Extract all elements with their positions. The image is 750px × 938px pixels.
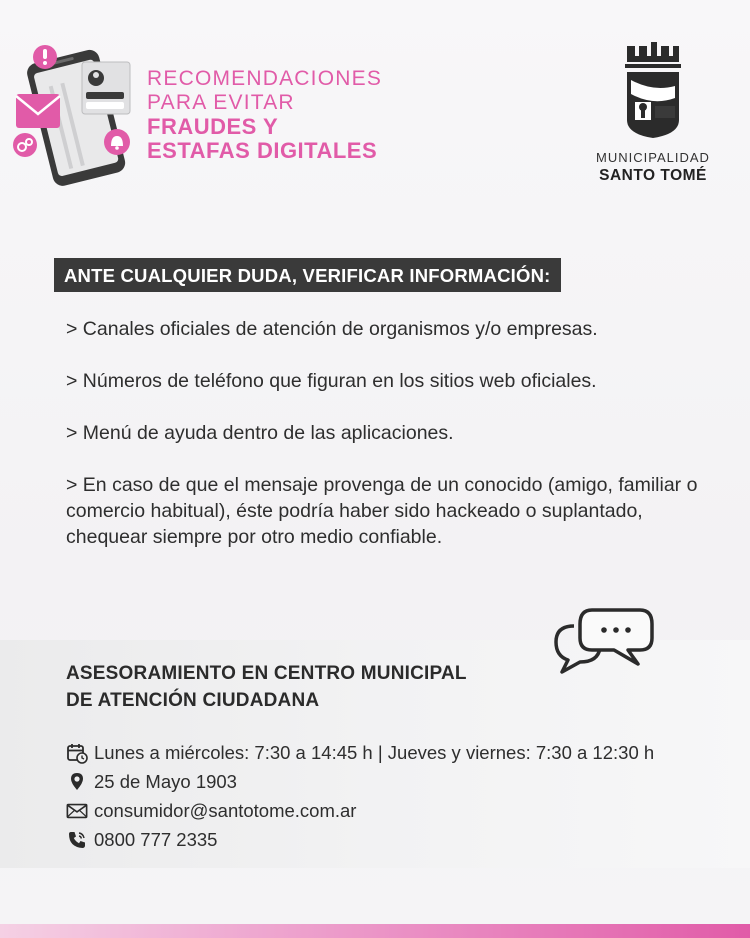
email-row bbox=[66, 796, 654, 825]
phone-security-icon bbox=[10, 42, 135, 192]
tip-item: > Menú de ayuda dentro de las aplicaciones. bbox=[66, 422, 454, 444]
chat-bubbles-icon bbox=[552, 604, 656, 676]
envelope-icon bbox=[66, 800, 88, 822]
center-title bbox=[66, 660, 467, 714]
tips-list bbox=[66, 316, 726, 576]
page-title bbox=[147, 68, 382, 164]
schedule-row bbox=[66, 738, 654, 767]
phone-link[interactable]: 0800 777 2335 bbox=[94, 828, 218, 850]
tip-item: > Canales oficiales de atención de organismos y/o empresas. bbox=[66, 318, 598, 340]
bottom-accent-bar bbox=[0, 924, 750, 938]
title-line-4: ESTAFAS DIGITALES bbox=[147, 138, 378, 163]
address-row bbox=[66, 767, 654, 796]
municipal-shield-icon bbox=[625, 40, 681, 140]
tip-item: > En caso de que el mensaje provenga de un conocido (amigo, familiar o comercio habitual), éste podría haber sido hackeado o suplantado, chequear siempre por otro medio confiable. bbox=[66, 474, 698, 548]
phone-row bbox=[66, 825, 654, 854]
logo-line-2: SANTO TOMÉ bbox=[599, 167, 707, 184]
schedule-text: Lunes a miércoles: 7:30 a 14:45 h | Jueves y viernes: 7:30 a 12:30 h bbox=[94, 741, 655, 763]
address-text: 25 de Mayo 1903 bbox=[94, 770, 237, 792]
phone-icon bbox=[66, 829, 88, 851]
municipal-logo bbox=[588, 40, 718, 185]
title-line-2: PARA EVITAR bbox=[147, 91, 295, 114]
calendar-clock-icon bbox=[66, 742, 88, 764]
tip-item: > Números de teléfono que figuran en los sitios web oficiales. bbox=[66, 370, 597, 392]
contact-info bbox=[66, 738, 654, 854]
center-title-line-2: DE ATENCIÓN CIUDADANA bbox=[66, 690, 320, 711]
location-pin-icon bbox=[66, 771, 88, 793]
center-title-line-1: ASESORAMIENTO EN CENTRO MUNICIPAL bbox=[66, 663, 467, 684]
title-line-1: RECOMENDACIONES bbox=[147, 67, 383, 90]
email-link[interactable]: consumidor@santotome.com.ar bbox=[94, 799, 357, 821]
logo-line-1: MUNICIPALIDAD bbox=[596, 150, 710, 165]
verify-banner: ANTE CUALQUIER DUDA, VERIFICAR INFORMACIÓN: bbox=[54, 258, 561, 292]
title-line-3: FRAUDES Y bbox=[147, 114, 279, 139]
